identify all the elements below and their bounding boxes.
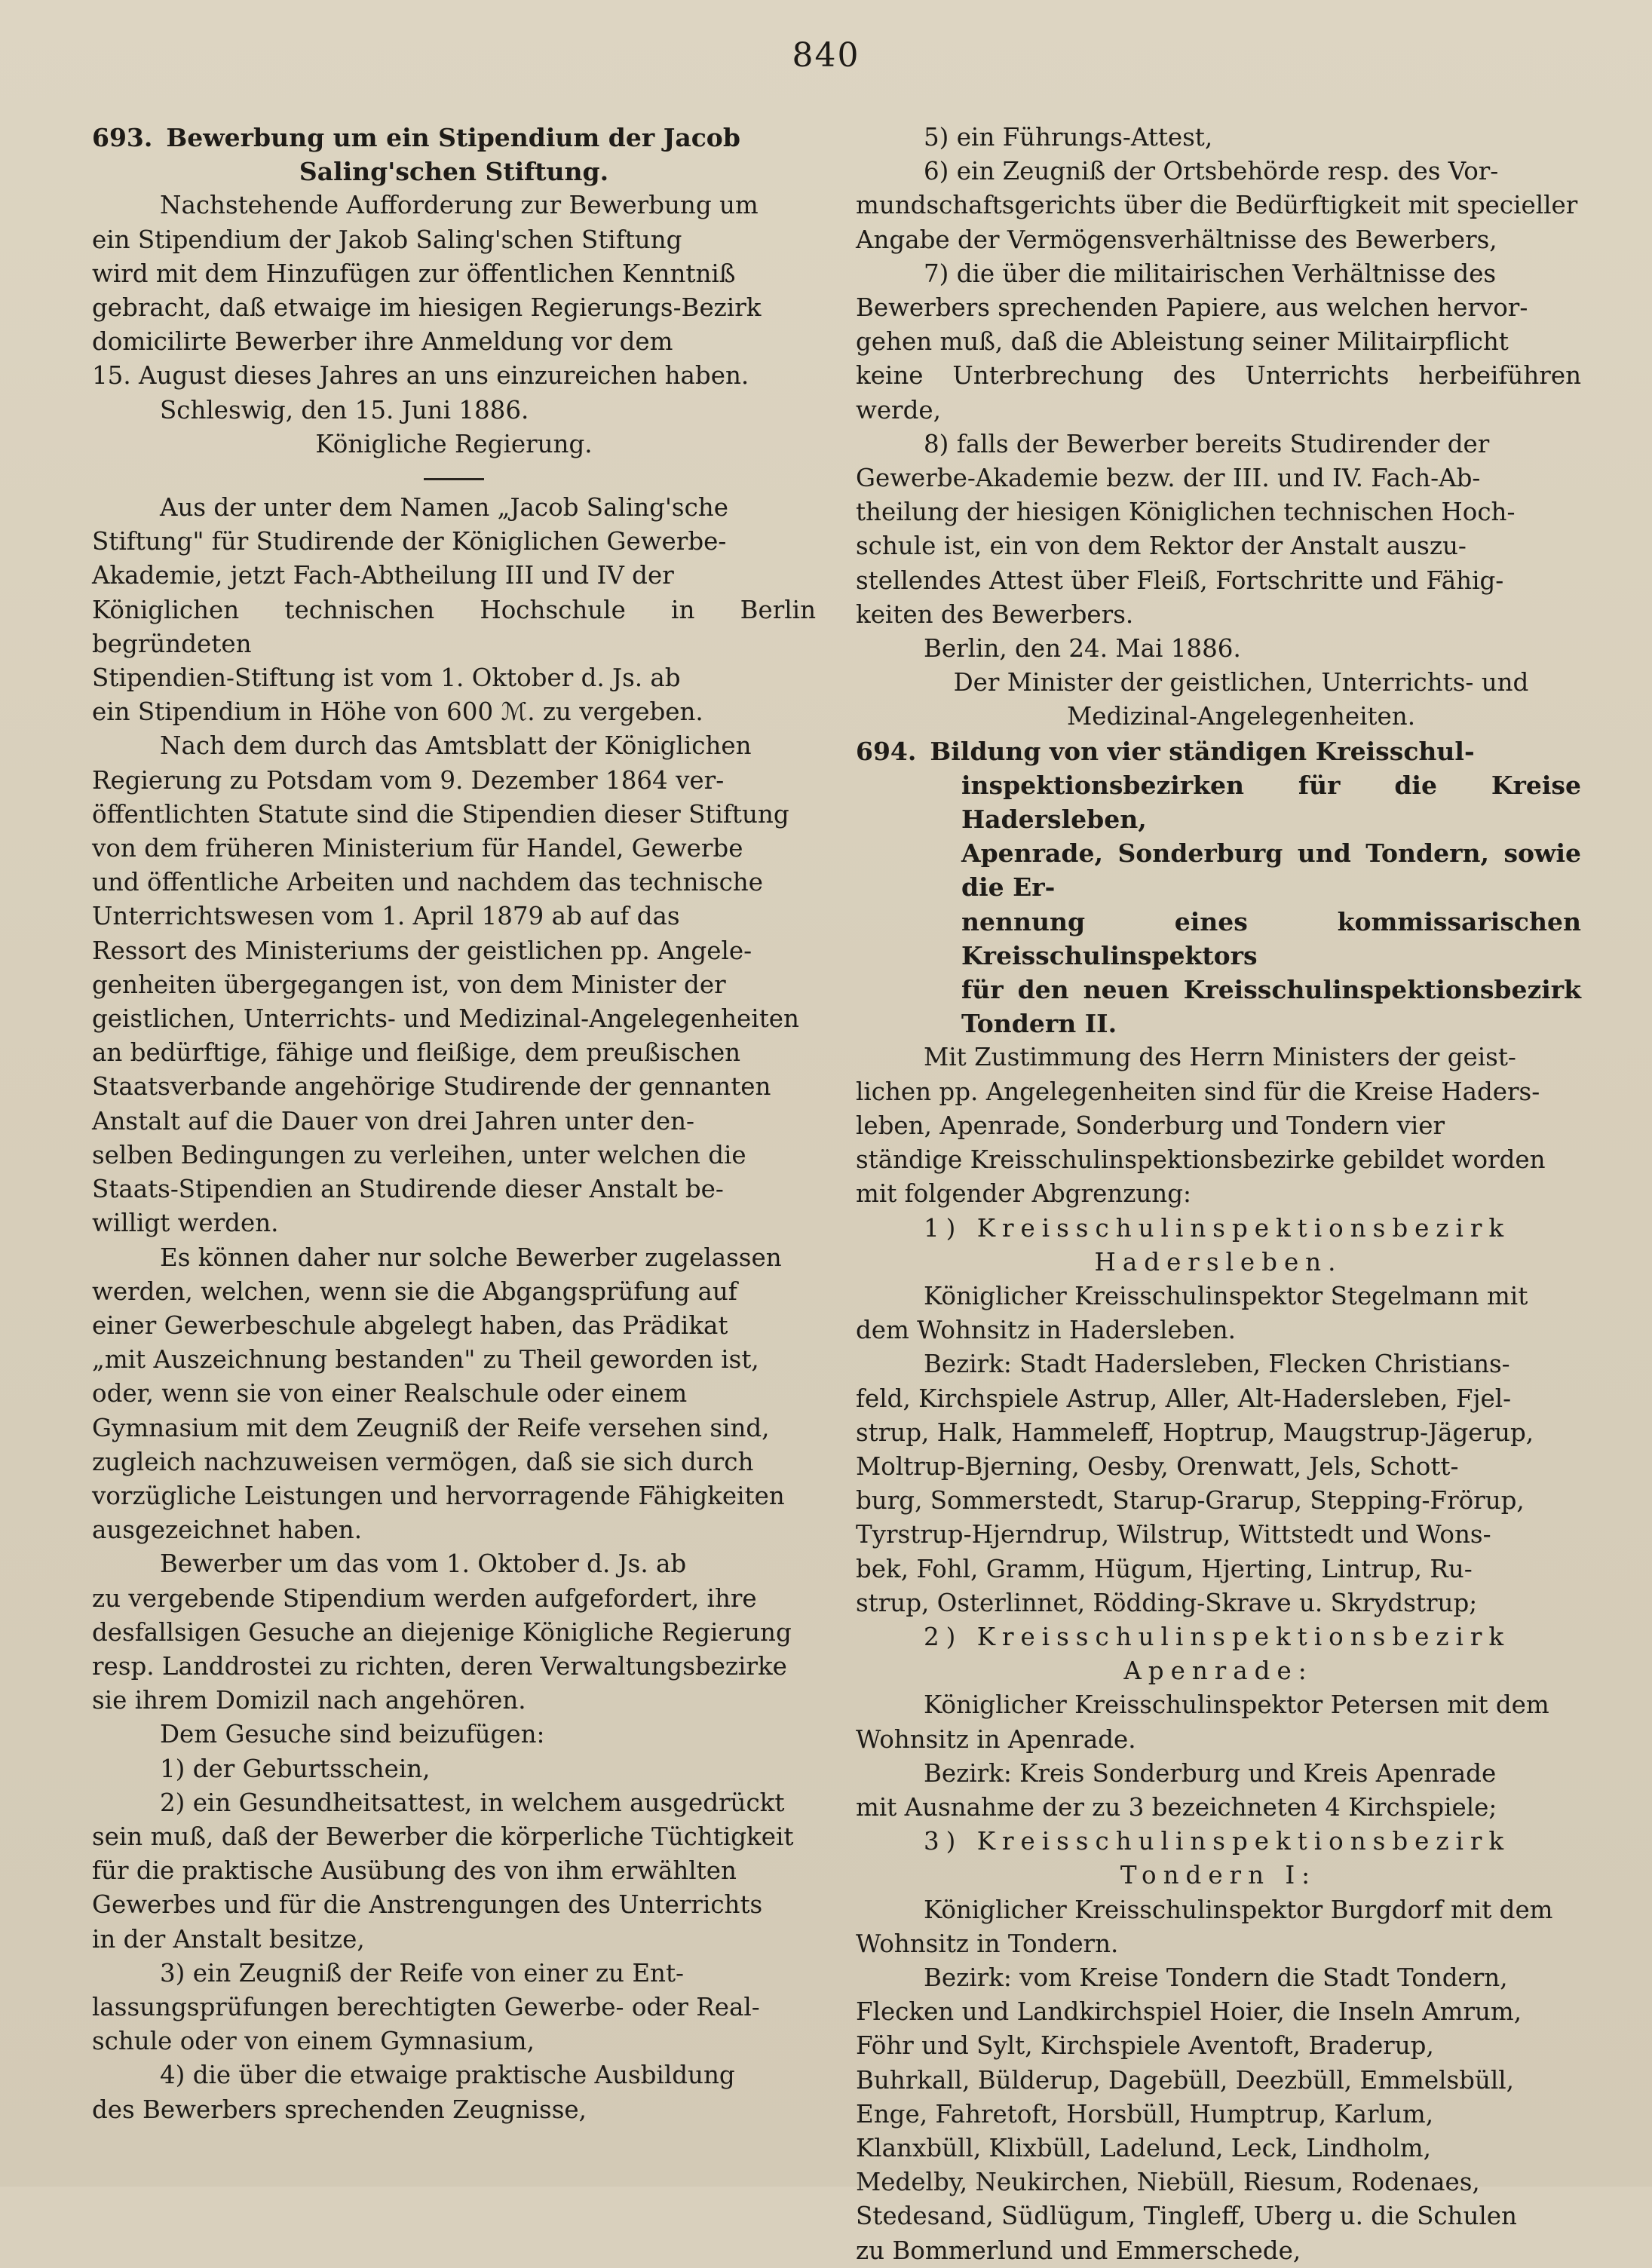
- text-line: Nach dem durch das Amtsblatt der Königlichen: [160, 731, 752, 761]
- text-line: Bewerbers sprechenden Papiere, aus welchen hervor-: [856, 293, 1528, 323]
- section-693-title-line-2: Saling'schen Stiftung.: [299, 157, 609, 187]
- text-line: Stedesand, Südlügum, Tingleff, Uberg u. die Schulen: [856, 2202, 1517, 2231]
- text-line: Es können daher nur solche Bewerber zugelassen: [160, 1243, 782, 1272]
- text-line: theilung der hiesigen Königlichen technischen Hoch-: [856, 498, 1516, 527]
- text-line: schule oder von einem Gymnasium,: [92, 2027, 535, 2056]
- place-date-berlin: Berlin, den 24. Mai 1886.: [924, 634, 1241, 664]
- text-line: zugleich nachzuweisen vermögen, daß sie sich durch: [92, 1447, 754, 1476]
- text-line: Bewerber um das vom 1. Oktober d. Js. ab: [160, 1549, 687, 1579]
- text-line: öffentlichten Statute sind die Stipendien dieser Stiftung: [92, 799, 789, 829]
- text-line: „mit Auszeichnung bestanden" zu Theil geworden ist,: [92, 1345, 759, 1375]
- section-694-number: 694.: [856, 736, 917, 766]
- text-line: burg, Sommerstedt, Starup-Grarup, Stepping-Frörup,: [856, 1486, 1525, 1516]
- text-line: werden, welchen, wenn sie die Abgangsprüfung auf: [92, 1277, 737, 1306]
- text-line: zu vergebende Stipendium werden aufgefordert, ihre: [92, 1583, 757, 1613]
- text-line: sie ihrem Domizil nach angehören.: [92, 1686, 526, 1715]
- district-1-bezirk: [856, 1347, 1581, 1620]
- text-line: Mit Zustimmung des Herrn Ministers der geist-: [924, 1043, 1516, 1072]
- text-line: lichen pp. Angelegenheiten sind für die Kreise Haders-: [856, 1077, 1540, 1106]
- district-2-bezirk: [856, 1757, 1581, 1825]
- place-date-schleswig: Schleswig, den 15. Juni 1886.: [160, 395, 529, 424]
- text-line: Aus der unter dem Namen „Jacob Saling'sche: [160, 493, 728, 523]
- paragraph-admission: [92, 1241, 816, 1548]
- text-line: wird mit dem Hinzufügen zur öffentlichen Kenntniß: [92, 259, 736, 288]
- minister-signature-line-1: Der Minister der geistlichen, Unterrichts- und: [953, 668, 1529, 697]
- section-694-title-text: Bildung von vier ständigen Kreisschul-: [930, 736, 1475, 766]
- section-694-intro: [856, 1041, 1581, 1211]
- text-line: Staatsverbande angehörige Studirende der gennanten: [92, 1072, 771, 1102]
- text-line: 15. August dieses Jahres an uns einzureichen haben.: [92, 361, 749, 391]
- page-number: 840: [792, 36, 860, 75]
- district-1-label: 1) Kreisschulinspektionsbezirk: [924, 1213, 1511, 1243]
- district-2-inspector: [856, 1688, 1581, 1756]
- section-694-title-line: Apenrade, Sonderburg und Tondern, sowie die Er-: [961, 838, 1581, 903]
- authority-signature: Königliche Regierung.: [315, 429, 593, 458]
- text-line: Moltrup-Bjerning, Oesby, Orenwatt, Jels, Schott-: [856, 1451, 1459, 1481]
- text-line: Stipendien-Stiftung ist vom 1. Oktober d. Js. ab: [92, 664, 681, 693]
- text-line: 4) die über die etwaige praktische Ausbildung: [160, 2061, 735, 2090]
- text-line: 7) die über die militairischen Verhältnisse des: [924, 259, 1497, 288]
- text-line: Gymnasium mit dem Zeugniß der Reife versehen sind,: [92, 1413, 770, 1442]
- text-line: vorzügliche Leistungen und hervorragende Fähigkeiten: [92, 1481, 785, 1510]
- district-1-name: Hadersleben.: [1094, 1247, 1343, 1277]
- attachments-intro: Dem Gesuche sind beizufügen:: [160, 1720, 545, 1749]
- text-line: Bezirk: Stadt Hadersleben, Flecken Christians-: [924, 1350, 1510, 1379]
- text-line: Anstalt auf die Dauer von drei Jahren unter den-: [92, 1106, 695, 1136]
- text-line: ausgezeichnet haben.: [92, 1516, 363, 1545]
- text-line: geistlichen, Unterrichts- und Medizinal-Angelegenheiten: [92, 1004, 799, 1034]
- text-line: ein Stipendium der Jakob Saling'schen Stiftung: [92, 225, 682, 254]
- section-694-title-line: inspektionsbezirken für die Kreise Hadersleben,: [961, 770, 1581, 835]
- text-line: Klanxbüll, Klixbüll, Ladelund, Leck, Lindholm,: [856, 2133, 1431, 2162]
- text-line: keine Unterbrechung des Unterrichts herbeiführen werde,: [856, 361, 1581, 424]
- section-694-heading: [856, 734, 1581, 1041]
- minister-signature-line-2: Medizinal-Angelegenheiten.: [1066, 702, 1416, 731]
- text-line: Ressort des Ministeriums der geistlichen pp. Angele-: [92, 936, 752, 965]
- paragraph-application: [92, 1547, 816, 1718]
- section-693-number: 693.: [92, 123, 153, 152]
- text-line: selben Bedingungen zu verleihen, unter welchen die: [92, 1140, 746, 1169]
- text-line: Nachstehende Aufforderung zur Bewerbung um: [160, 191, 759, 220]
- text-line: Königlicher Kreisschulinspektor Petersen mit dem: [924, 1690, 1549, 1720]
- text-line: und öffentliche Arbeiten und nachdem das technische: [92, 868, 763, 897]
- text-line: Königlicher Kreisschulinspektor Stegelmann mit: [924, 1281, 1528, 1310]
- list-item-6: [856, 155, 1581, 257]
- text-line: Stiftung" für Studirende der Königlichen Gewerbe-: [92, 527, 727, 556]
- text-line: keiten des Bewerbers.: [856, 599, 1134, 629]
- text-line: ein Stipendium in Höhe von 600 ℳ. zu vergeben.: [92, 697, 703, 727]
- district-2-label: 2) Kreisschulinspektionsbezirk: [924, 1622, 1511, 1651]
- text-line: Bezirk: vom Kreise Tondern die Stadt Tondern,: [924, 1963, 1508, 1992]
- section-694-title-line: für den neuen Kreisschulinspektionsbezirk Tondern II.: [961, 975, 1581, 1039]
- text-line: Gewerbe-Akademie bezw. der III. und IV. Fach-Ab-: [856, 464, 1481, 493]
- text-line: gebracht, daß etwaige im hiesigen Regierungs-Bezirk: [92, 293, 762, 323]
- text-line: schule ist, ein von dem Rektor der Anstalt auszu-: [856, 532, 1467, 561]
- district-2-name: Apenrade:: [1123, 1657, 1313, 1686]
- right-column: [856, 121, 1581, 2268]
- text-line: domicilirte Bewerber ihre Anmeldung vor dem: [92, 327, 673, 357]
- text-line: von dem früheren Ministerium für Handel, Gewerbe: [92, 834, 743, 863]
- text-line: Unterrichtswesen vom 1. April 1879 ab auf das: [92, 902, 680, 931]
- district-3-name: Tondern I:: [1120, 1861, 1317, 1890]
- text-line: 6) ein Zeugniß der Ortsbehörde resp. des Vor-: [924, 157, 1499, 186]
- text-line: Buhrkall, Bülderup, Dagebüll, Deezbüll, Emmelsbüll,: [856, 2065, 1514, 2095]
- text-line: feld, Kirchspiele Astrup, Aller, Alt-Hadersleben, Fjel-: [856, 1384, 1512, 1413]
- text-line: genheiten übergegangen ist, von dem Minister der: [92, 970, 726, 999]
- text-line: Enge, Fahretoft, Horsbüll, Humptrup, Karlum,: [856, 2099, 1434, 2129]
- text-line: des Bewerbers sprechenden Zeugnisse,: [92, 2095, 587, 2124]
- text-line: willigt werden.: [92, 1209, 279, 1238]
- section-693-title-line-1: Bewerbung um ein Stipendium der Jacob: [166, 123, 740, 152]
- section-694-title-line-1: [856, 734, 1581, 768]
- list-item-7: [856, 257, 1581, 428]
- text-line: Königlichen technischen Hochschule in Berlin begründeten: [92, 595, 816, 658]
- text-line: einer Gewerbeschule abgelegt haben, das Prädikat: [92, 1310, 728, 1340]
- text-line: für die praktische Ausübung des von ihm erwählten: [92, 1856, 737, 1886]
- text-line: strup, Halk, Hammeleff, Hoptrup, Maugstrup-Jägerup,: [856, 1418, 1534, 1447]
- text-line: 3) ein Zeugniß der Reife von einer zu Ent-: [160, 1958, 685, 1988]
- text-line: gehen muß, daß die Ableistung seiner Militairpflicht: [856, 327, 1509, 357]
- text-line: an bedürftige, fähige und fleißige, dem preußischen: [92, 1038, 741, 1068]
- text-line: Flecken und Landkirchspiel Hoier, die Inseln Amrum,: [856, 1997, 1522, 2027]
- district-3-bezirk: [856, 1961, 1581, 2268]
- list-item-3: [92, 1957, 816, 2059]
- text-line: lassungsprüfungen berechtigten Gewerbe- oder Real-: [92, 1992, 760, 2021]
- text-line: mit Ausnahme der zu 3 bezeichneten 4 Kirchspiele;: [856, 1792, 1497, 1822]
- list-item-8: [856, 428, 1581, 632]
- text-line: in der Anstalt besitze,: [92, 1924, 365, 1954]
- text-line: strup, Osterlinnet, Rödding-Skrave u. Skrydstrup;: [856, 1588, 1478, 1617]
- text-line: 8) falls der Bewerber bereits Studirender der: [924, 429, 1490, 458]
- text-line: Wohnsitz in Apenrade.: [856, 1724, 1136, 1754]
- text-line: desfallsigen Gesuche an diejenige Königliche Regierung: [92, 1617, 792, 1647]
- paragraph-stiftung: [92, 491, 816, 729]
- text-line: Bezirk: Kreis Sonderburg und Kreis Apenrade: [924, 1758, 1497, 1788]
- text-line: 2) ein Gesundheitsattest, in welchem ausgedrückt: [160, 1788, 785, 1817]
- paragraph-statute: [92, 729, 816, 1240]
- text-line: Wohnsitz in Tondern.: [856, 1929, 1119, 1958]
- section-693-intro: [92, 188, 816, 393]
- text-line: bek, Fohl, Gramm, Hügum, Hjerting, Lintrup, Ru-: [856, 1554, 1473, 1583]
- text-line: Regierung zu Potsdam vom 9. Dezember 1864 ver-: [92, 765, 725, 795]
- district-3-label: 3) Kreisschulinspektionsbezirk: [924, 1827, 1511, 1856]
- text-line: resp. Landdrostei zu richten, deren Verwaltungsbezirke: [92, 1651, 787, 1681]
- divider-rule: [424, 478, 484, 480]
- text-line: zu Bommerlund und Emmerschede,: [856, 2236, 1301, 2265]
- text-line: Staats-Stipendien an Studirende dieser Anstalt be-: [92, 1175, 724, 1204]
- text-line: Medelby, Neukirchen, Niebüll, Riesum, Rodenaes,: [856, 2168, 1480, 2197]
- text-line: sein muß, daß der Bewerber die körperliche Tüchtigkeit: [92, 1822, 794, 1851]
- text-line: Königlicher Kreisschulinspektor Burgdorf mit dem: [924, 1895, 1553, 1924]
- list-item-2: [92, 1786, 816, 1957]
- section-693-heading: [92, 121, 816, 155]
- text-line: oder, wenn sie von einer Realschule oder einem: [92, 1379, 688, 1408]
- district-3-inspector: [856, 1893, 1581, 1961]
- text-line: Gewerbes und für die Anstrengungen des Unterrichts: [92, 1890, 763, 1920]
- text-line: ständige Kreisschulinspektionsbezirke gebildet worden: [856, 1145, 1546, 1175]
- text-line: Akademie, jetzt Fach-Abtheilung III und IV der: [92, 561, 674, 590]
- text-line: stellendes Attest über Fleiß, Fortschritte und Fähig-: [856, 565, 1504, 595]
- district-1-inspector: [856, 1280, 1581, 1347]
- text-line: Föhr und Sylt, Kirchspiele Aventoft, Braderup,: [856, 2031, 1434, 2061]
- text-line: dem Wohnsitz in Hadersleben.: [856, 1316, 1236, 1345]
- list-item-5: 5) ein Führungs-Attest,: [924, 123, 1213, 152]
- section-694-title-line: nennung eines kommissarischen Kreisschulinspektors: [961, 906, 1581, 970]
- text-line: Angabe der Vermögensverhältnisse des Bewerbers,: [856, 225, 1497, 254]
- text-line: leben, Apenrade, Sonderburg und Tondern vier: [856, 1111, 1445, 1140]
- list-item-1: 1) der Geburtsschein,: [160, 1754, 431, 1783]
- text-line: mit folgender Abgrenzung:: [856, 1179, 1191, 1209]
- list-item-4: [92, 2058, 816, 2126]
- left-column: [92, 121, 816, 2127]
- text-line: Tyrstrup-Hjerndrup, Wilstrup, Wittstedt und Wons-: [856, 1520, 1491, 1549]
- text-line: mundschaftsgerichts über die Bedürftigkeit mit specieller: [856, 191, 1578, 220]
